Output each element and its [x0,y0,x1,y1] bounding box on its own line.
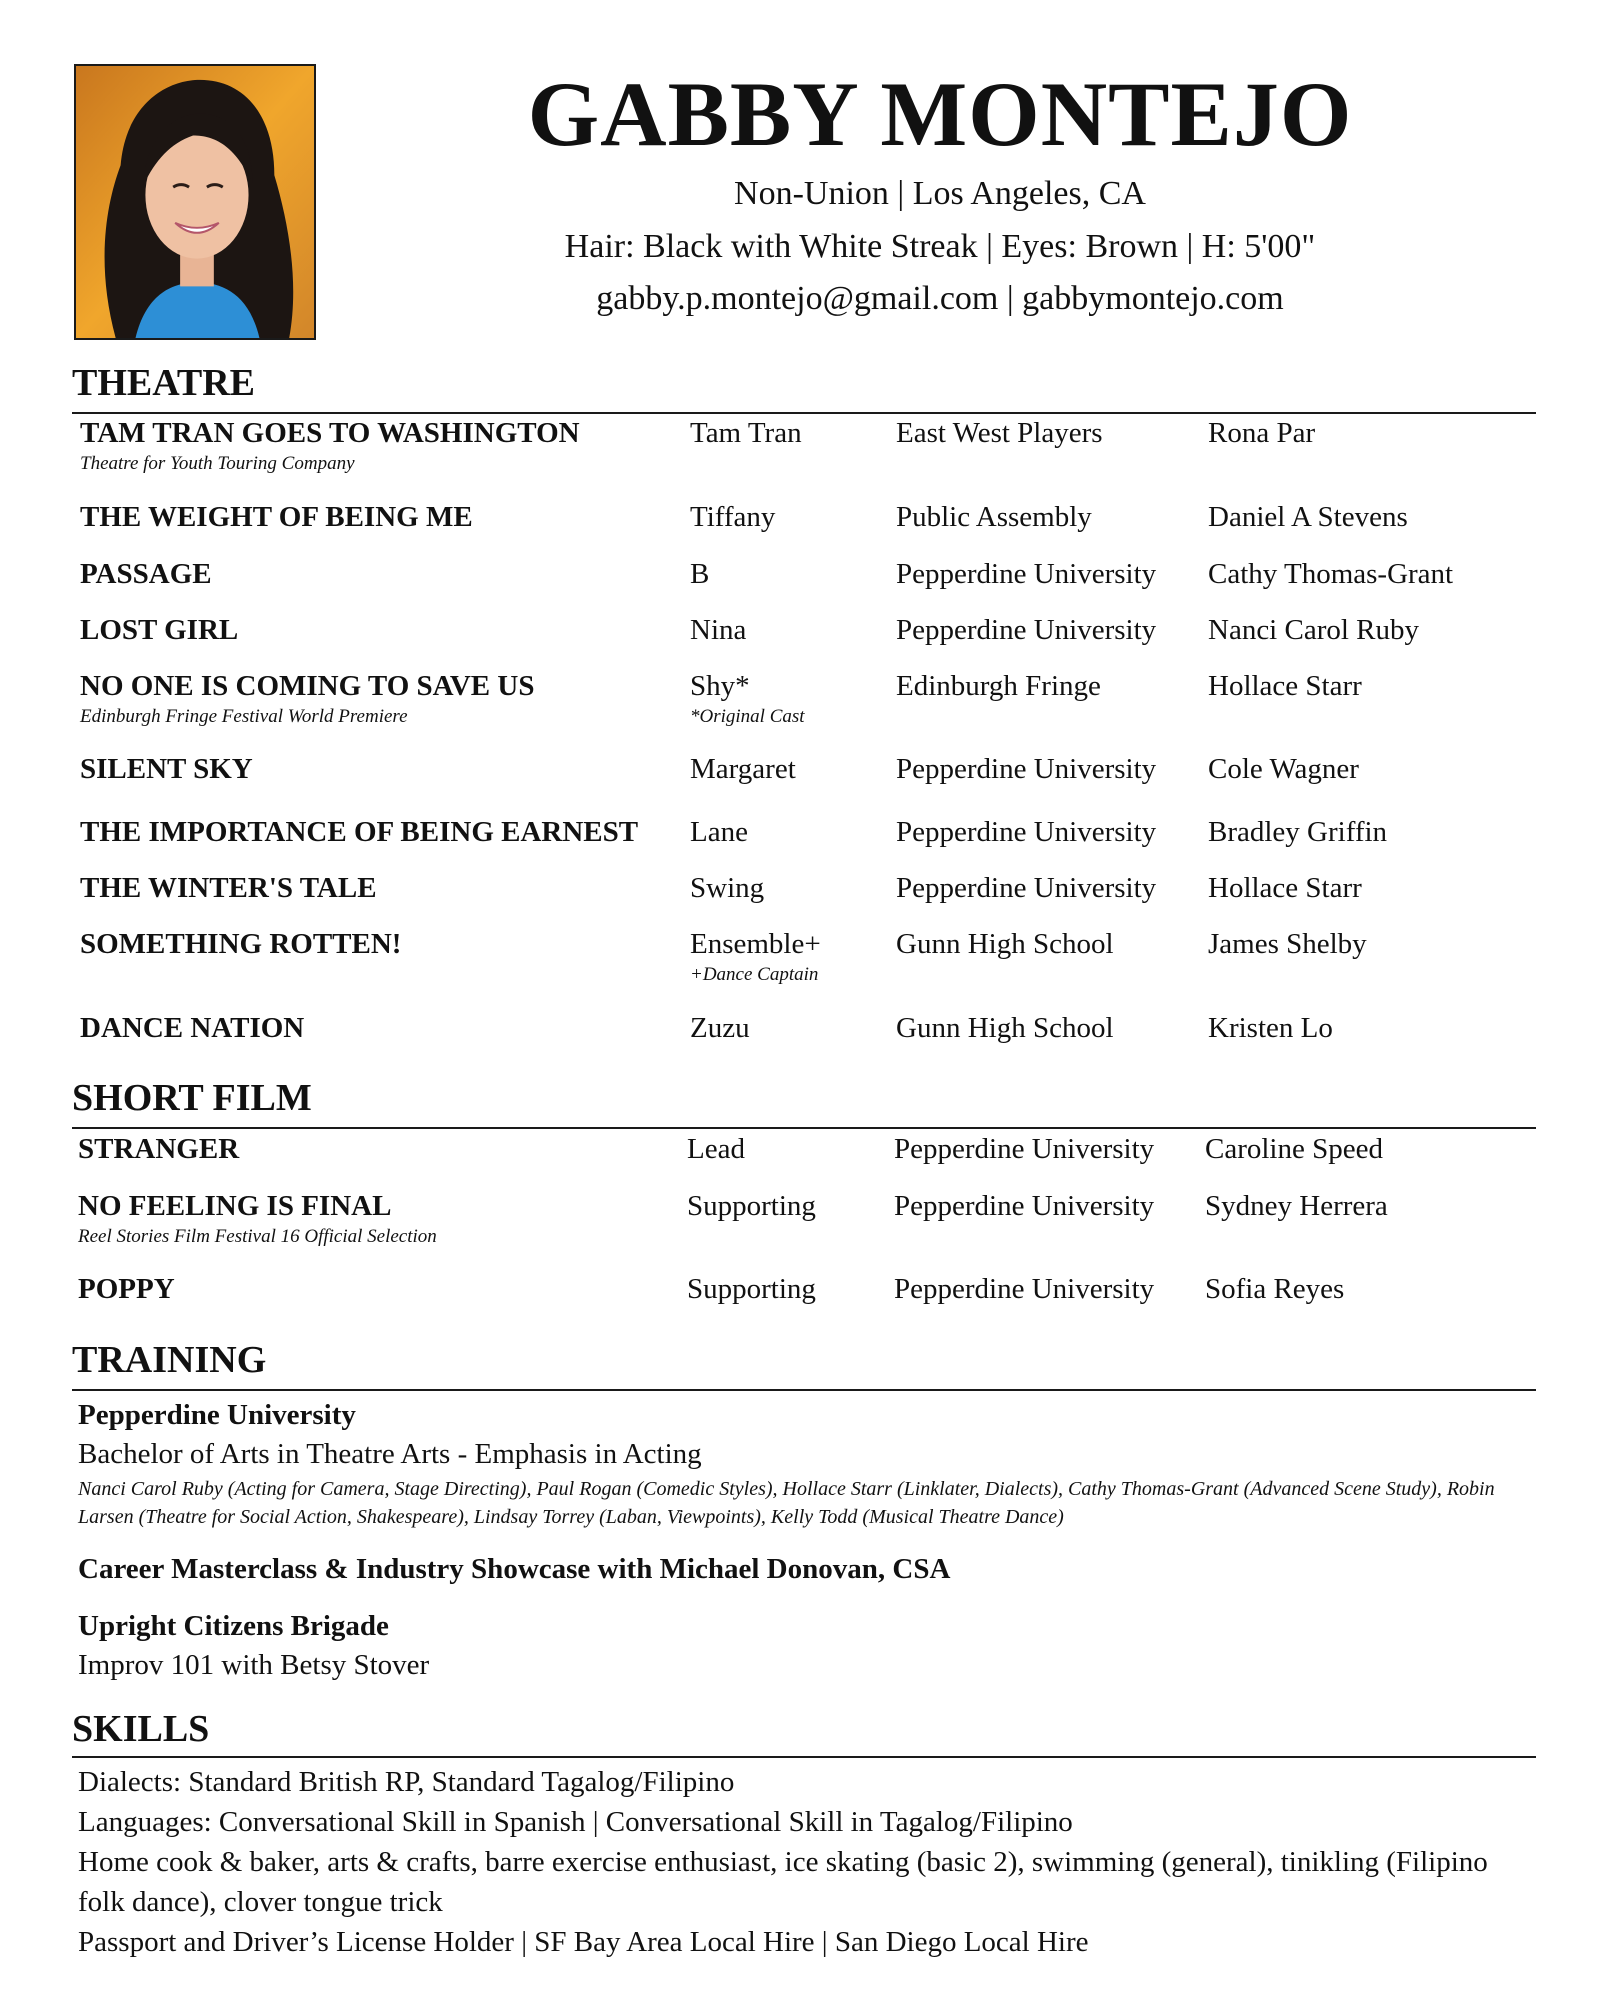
credit-title: NO FEELING IS FINAL [78,1190,392,1222]
skills-dialects: Dialects: Standard British RP, Standard Tagalog/Filipino [78,1766,735,1798]
credit-director: Sydney Herrera [1205,1190,1388,1222]
credit-role: Ensemble+ [690,928,821,960]
training-heading: TRAINING [72,1339,267,1381]
credit-title: STRANGER [78,1133,240,1165]
training-ucb: Upright Citizens Brigade [78,1610,389,1642]
training-masterclass: Career Masterclass & Industry Showcase with Michael Donovan, CSA [78,1553,951,1585]
union-location: Non-Union | Los Angeles, CA [734,175,1146,212]
short-film-divider [72,1127,1536,1129]
credit-role: Swing [690,872,765,904]
credit-role: Tam Tran [690,417,802,449]
credit-title: LOST GIRL [80,614,239,646]
skills-hobbies: Home cook & baker, arts & crafts, barre exercise enthusiast, ice skating (basic 2), swimming (general), tinikling (Filipino folk dance), clover tongue trick [78,1846,1488,1918]
credit-company: Gunn High School [896,1012,1114,1044]
credit-director: Daniel A Stevens [1208,501,1408,533]
credit-title: DANCE NATION [80,1012,305,1044]
credit-director: Cathy Thomas-Grant [1208,558,1454,590]
credit-company: Pepperdine University [894,1133,1155,1165]
training-divider [72,1389,1536,1391]
credit-director: Hollace Starr [1208,872,1362,904]
credit-director: Kristen Lo [1208,1012,1333,1044]
credit-company: Pepperdine University [894,1273,1155,1305]
theatre-divider [72,412,1536,414]
credit-role: B [690,558,710,590]
credit-title: THE WINTER'S TALE [80,872,377,904]
credit-title: PASSAGE [80,558,212,590]
credit-company: Pepperdine University [896,558,1157,590]
credit-company: Public Assembly [896,501,1092,533]
credit-company: Pepperdine University [896,753,1157,785]
credit-title: SILENT SKY [80,753,253,785]
skills-divider [72,1756,1536,1758]
credit-company: Pepperdine University [896,816,1157,848]
credit-role: Lead [687,1133,745,1165]
credit-role: Nina [690,614,747,646]
credit-company: Gunn High School [896,928,1114,960]
training-school: Pepperdine University [78,1399,356,1431]
credit-role: Supporting [687,1273,816,1305]
actor-name: GABBY MONTEJO [527,63,1353,165]
credit-company: East West Players [896,417,1103,449]
credit-title: SOMETHING ROTTEN! [80,928,402,960]
training-degree: Bachelor of Arts in Theatre Arts - Emphasis in Acting [78,1438,702,1470]
credit-role-note: *Original Cast [690,706,805,727]
credit-director: Bradley Griffin [1208,816,1388,848]
credit-title-note: Edinburgh Fringe Festival World Premiere [80,706,408,727]
credit-role: Lane [690,816,748,848]
credit-role: Tiffany [690,501,776,533]
credit-director: Nanci Carol Ruby [1208,614,1420,646]
short-film-heading: SHORT FILM [72,1077,312,1119]
theatre-heading: THEATRE [72,362,256,404]
physical-stats: Hair: Black with White Streak | Eyes: Brown | H: 5'00" [564,228,1316,265]
credit-company: Pepperdine University [896,872,1157,904]
skills-other: Passport and Driver’s License Holder | SF Bay Area Local Hire | San Diego Local Hire [78,1926,1089,1958]
credit-title: NO ONE IS COMING TO SAVE US [80,670,535,702]
skills-heading: SKILLS [72,1708,210,1750]
credit-title: TAM TRAN GOES TO WASHINGTON [80,417,580,449]
credit-company: Pepperdine University [894,1190,1155,1222]
credit-director: Hollace Starr [1208,670,1362,702]
credit-role: Shy* [690,670,750,702]
training-ucb-class: Improv 101 with Betsy Stover [78,1649,430,1681]
credit-role: Zuzu [690,1012,750,1044]
credit-director: Rona Par [1208,417,1316,449]
contact-info: gabby.p.montejo@gmail.com | gabbymontejo.com [596,280,1284,317]
credit-title: THE WEIGHT OF BEING ME [80,501,473,533]
credit-title-note: Theatre for Youth Touring Company [80,453,355,474]
headshot-photo [74,64,316,340]
credit-role: Supporting [687,1190,816,1222]
credit-title-note: Reel Stories Film Festival 16 Official Selection [78,1226,437,1247]
credit-title: THE IMPORTANCE OF BEING EARNEST [80,816,639,848]
credit-role: Margaret [690,753,796,785]
training-teachers: Nanci Carol Ruby (Acting for Camera, Stage Directing), Paul Rogan (Comedic Styles), Hollace Starr (Linklater, Dialects), Cathy Thomas-Grant (Advanced Scene Study), Robin Larsen (Theatre for Social Action, Shakespeare), Lindsay Torrey (Laban, Viewpoints), Kelly Todd (Musical Theatre Dance) [78,1478,1495,1528]
credit-title: POPPY [78,1273,175,1305]
credit-director: Caroline Speed [1205,1133,1383,1165]
credit-director: James Shelby [1208,928,1367,960]
credit-company: Pepperdine University [896,614,1157,646]
skills-languages: Languages: Conversational Skill in Spanish | Conversational Skill in Tagalog/Filipino [78,1806,1073,1838]
credit-role-note: +Dance Captain [690,964,819,985]
credit-director: Cole Wagner [1208,753,1359,785]
credit-company: Edinburgh Fringe [896,670,1101,702]
credit-director: Sofia Reyes [1205,1273,1345,1305]
